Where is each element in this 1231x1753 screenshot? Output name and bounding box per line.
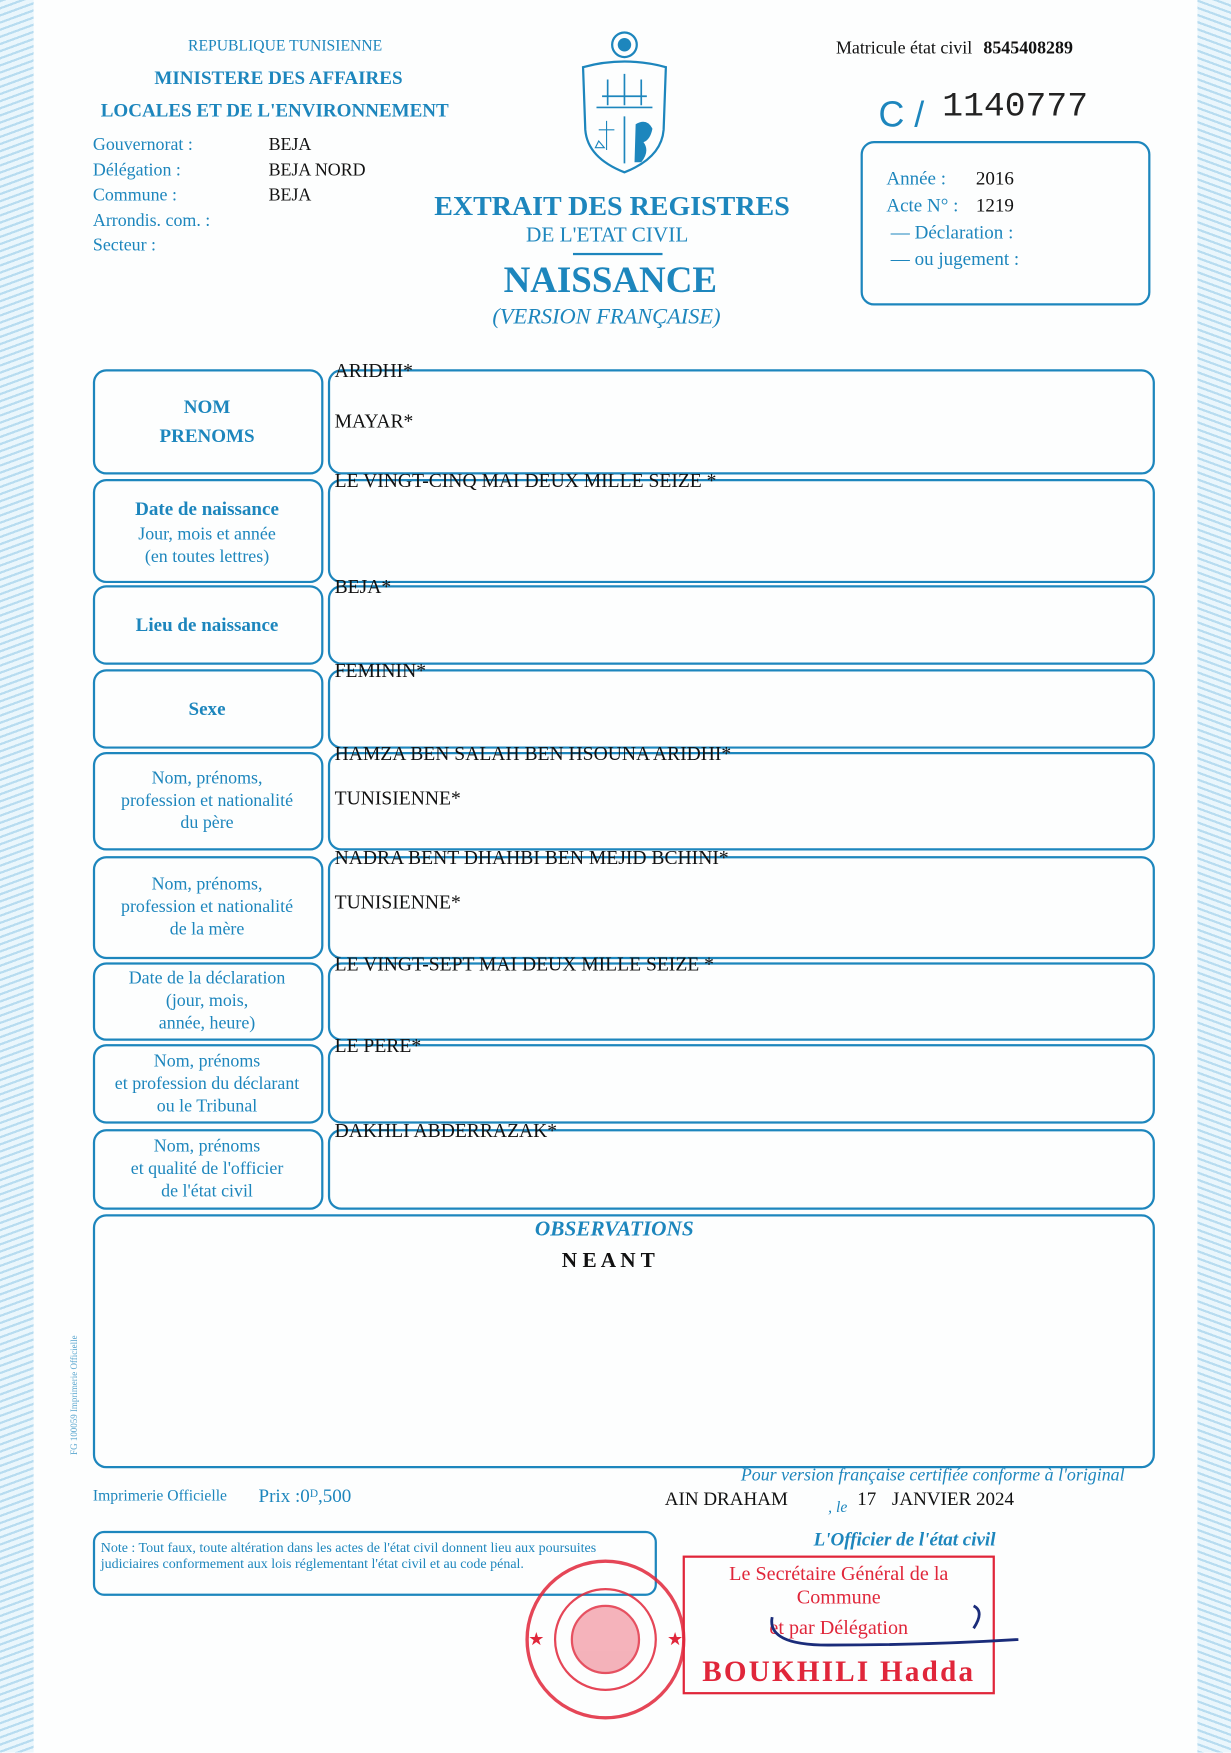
row-value-box bbox=[328, 669, 1155, 748]
row-label bbox=[93, 585, 321, 664]
coat-of-arms-icon bbox=[574, 29, 675, 177]
serial-prefix: C / bbox=[878, 94, 925, 135]
row-label-line: ou le Tribunal bbox=[156, 1096, 258, 1116]
commune-value: BEJA bbox=[268, 185, 312, 205]
row-value-box bbox=[328, 369, 1155, 474]
stamp-line-1: Le Secrétaire Général de la Commune bbox=[729, 1562, 949, 1609]
delegation-label: Délégation : bbox=[92, 160, 181, 180]
row-value-box bbox=[328, 585, 1155, 664]
row-value: DAKHLI ABDERRAZAK* bbox=[334, 1119, 558, 1142]
row-label-line: du père bbox=[180, 813, 234, 833]
row-value: TUNISIENNE* bbox=[334, 786, 461, 810]
ministere-line-2: LOCALES ET DE L'ENVIRONNEMENT bbox=[100, 99, 449, 121]
declaration-label: — Déclaration : bbox=[890, 221, 1014, 243]
serial-number: 1140777 bbox=[942, 87, 1089, 127]
row-label-line: Nom, prénoms bbox=[153, 1137, 261, 1157]
row-label-line: de l'état civil bbox=[161, 1181, 253, 1201]
signature-icon bbox=[761, 1595, 1030, 1662]
svg-text:★: ★ bbox=[528, 1629, 545, 1650]
imprimerie-label: Imprimerie Officielle bbox=[92, 1488, 228, 1506]
row-label-line: et qualité de l'officier bbox=[130, 1159, 284, 1179]
row-label-line: et profession du déclarant bbox=[114, 1073, 300, 1093]
row-value: HAMZA BEN SALAH BEN HSOUNA ARIDHI* bbox=[334, 741, 732, 765]
acte-label: Acte N° : bbox=[886, 194, 959, 216]
row-label-bold-line: NOM bbox=[183, 396, 231, 418]
row-label bbox=[93, 752, 321, 850]
jugement-label: — ou jugement : bbox=[890, 248, 1020, 270]
commune-label: Commune : bbox=[92, 185, 177, 205]
stamp-name: BOUKHILI Hadda bbox=[702, 1655, 976, 1688]
matricule bbox=[836, 39, 1073, 59]
row-value: LE VINGT-CINQ MAI DEUX MILLE SEIZE * bbox=[334, 468, 717, 492]
day-value: 17 bbox=[857, 1488, 877, 1510]
row-label bbox=[93, 479, 321, 583]
row-label-bold-line: PRENOMS bbox=[159, 425, 255, 447]
matricule-label: Matricule état civil bbox=[835, 39, 973, 59]
row-label bbox=[93, 962, 321, 1040]
gouvernorat-value: BEJA bbox=[268, 135, 312, 155]
row-label-bold-line: Sexe bbox=[188, 697, 226, 720]
le-label: , le bbox=[828, 1499, 848, 1517]
title-divider bbox=[573, 253, 663, 255]
guilloche-border-left bbox=[0, 0, 34, 1753]
row-label bbox=[93, 369, 321, 474]
acte-value: 1219 bbox=[975, 194, 1014, 216]
admin-labels bbox=[93, 133, 210, 259]
title-version: (VERSION FRANÇAISE) bbox=[492, 304, 721, 330]
row-label bbox=[93, 856, 321, 959]
title-etat-civil: DE L'ETAT CIVIL bbox=[525, 223, 689, 248]
row-label bbox=[93, 1129, 321, 1210]
row-value-box bbox=[328, 479, 1155, 583]
row-label-bold-line: Date de naissance bbox=[135, 497, 279, 519]
ministere-line-1: MINISTERE DES AFFAIRES bbox=[154, 67, 403, 89]
annee-value: 2016 bbox=[975, 167, 1014, 190]
row-label bbox=[93, 1044, 321, 1123]
observations-value: N E A N T bbox=[561, 1248, 655, 1273]
row-label-line: Nom, prénoms, bbox=[151, 875, 263, 895]
republique-label: REPUBLIQUE TUNISIENNE bbox=[188, 38, 383, 55]
row-label-line: profession et nationalité bbox=[121, 791, 294, 811]
month-year-value: JANVIER 2024 bbox=[891, 1488, 1015, 1510]
row-value: BEJA* bbox=[334, 575, 392, 598]
matricule-value: 8545408289 bbox=[983, 39, 1073, 59]
row-label-line: Jour, mois et année bbox=[138, 524, 276, 544]
side-print-code: FG 100059 Imprimerie Officielle bbox=[69, 1335, 80, 1455]
row-label-line: Nom, prénoms bbox=[153, 1051, 261, 1071]
row-label-line: Nom, prénoms, bbox=[151, 768, 263, 788]
row-value: FEMININ* bbox=[334, 659, 427, 682]
prix-label: Prix :0ᴰ,500 bbox=[258, 1485, 352, 1507]
row-label-line: (jour, mois, bbox=[165, 991, 249, 1011]
acte-labels bbox=[886, 166, 1019, 273]
row-label-line: (en toutes lettres) bbox=[144, 546, 270, 566]
row-value: TUNISIENNE* bbox=[334, 890, 461, 914]
round-stamp-icon bbox=[510, 1556, 700, 1724]
annee-label: Année : bbox=[886, 167, 947, 190]
row-label-line: année, heure) bbox=[158, 1013, 256, 1033]
arrondissement-label: Arrondis. com. : bbox=[92, 210, 211, 230]
place-value: AIN DRAHAM bbox=[664, 1488, 788, 1510]
row-value: LE PERE* bbox=[334, 1034, 422, 1057]
stamp-line-2: et par Délégation bbox=[769, 1615, 909, 1639]
row-label-line: Date de la déclaration bbox=[128, 969, 286, 989]
row-value: LE VINGT-SEPT MAI DEUX MILLE SEIZE * bbox=[334, 952, 714, 975]
row-value-box bbox=[328, 1044, 1155, 1123]
row-label-line: profession et nationalité bbox=[121, 897, 294, 917]
secteur-label: Secteur : bbox=[92, 236, 157, 256]
row-value: NADRA BENT DHAHBI BEN MEJID BCHINI* bbox=[334, 846, 729, 869]
title-extrait: EXTRAIT DES REGISTRES bbox=[434, 191, 790, 222]
row-label bbox=[93, 669, 321, 748]
row-label-bold-line: Lieu de naissance bbox=[135, 613, 279, 636]
svg-text:★: ★ bbox=[666, 1629, 684, 1650]
guilloche-border-right bbox=[1197, 0, 1231, 1753]
delegation-value: BEJA NORD bbox=[268, 160, 366, 180]
row-value: MAYAR* bbox=[334, 409, 414, 432]
note-text: Note : Tout faux, toute altération dans les actes de l'état civil donnent lieu aux poursuites judiciaires conformement aux lois réglementant l'état civil et au code pénal. bbox=[100, 1539, 597, 1572]
certification-text: Pour version française certifiée conforme à l'original bbox=[740, 1466, 1125, 1486]
row-value: ARIDHI* bbox=[334, 359, 413, 382]
title-naissance: NAISSANCE bbox=[503, 260, 718, 302]
gouvernorat-label: Gouvernorat : bbox=[92, 135, 193, 155]
officier-label: L'Officier de l'état civil bbox=[813, 1528, 996, 1550]
observations-label: OBSERVATIONS bbox=[534, 1217, 694, 1242]
row-label-line: de la mère bbox=[169, 919, 245, 939]
